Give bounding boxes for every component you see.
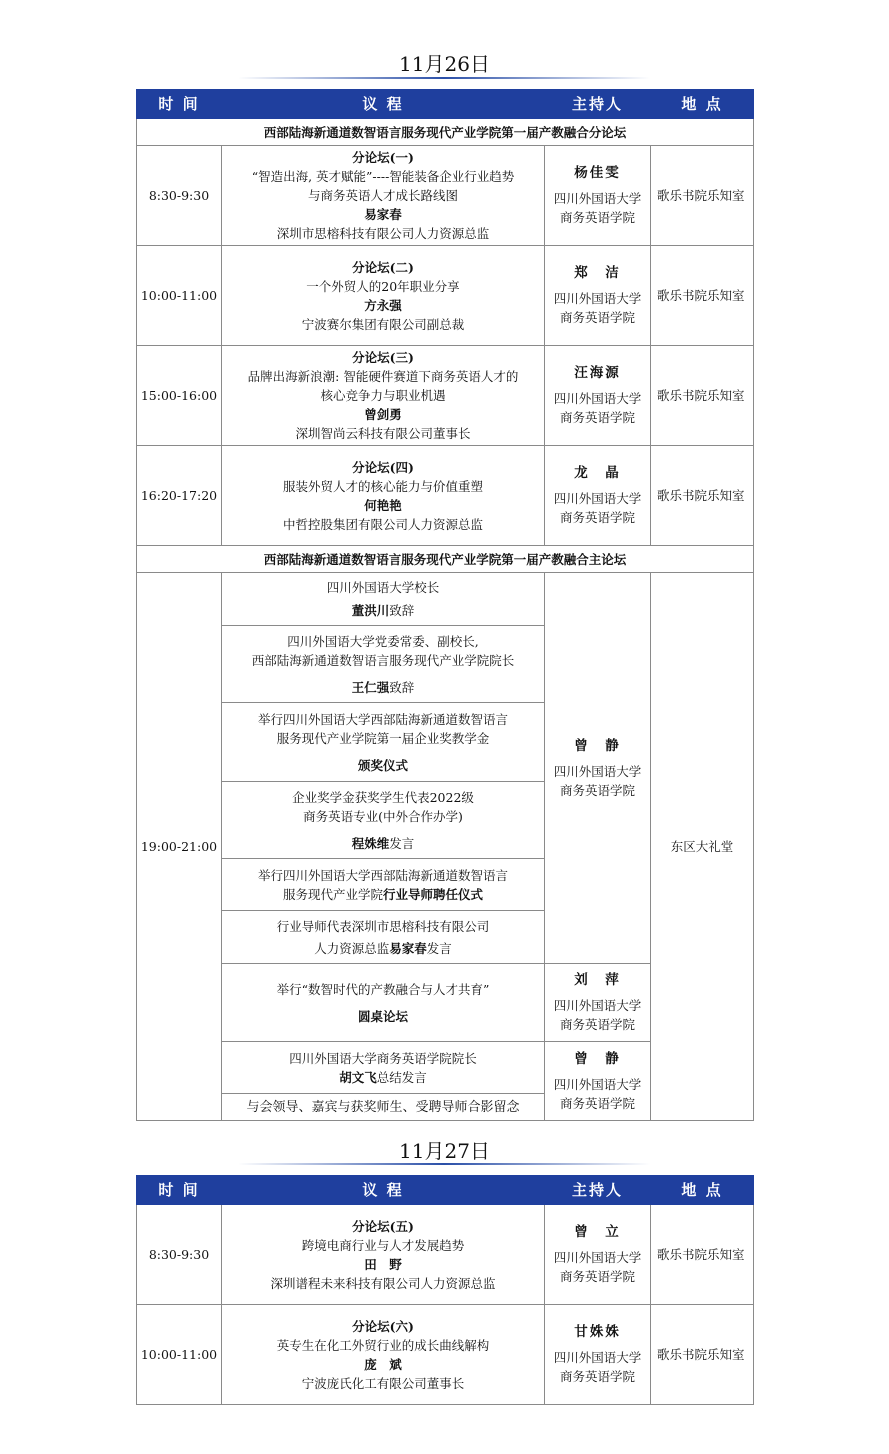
forum-time: 16:20-17:20	[137, 446, 222, 546]
host-org: 商务英语学院	[559, 510, 635, 525]
host-org: 四川外国语大学	[553, 191, 642, 206]
item-line: 颁奖仪式	[357, 757, 408, 773]
day1-title-rule	[238, 77, 650, 79]
header-venue: 地 点	[651, 1176, 754, 1205]
forum-time: 10:00-11:00	[137, 1305, 222, 1405]
table-row	[137, 146, 754, 246]
host-org: 四川外国语大学	[553, 391, 642, 406]
forum-host	[545, 246, 651, 346]
forum-venue: 歌乐书院乐知室	[651, 446, 754, 546]
item-text: 发言	[389, 835, 415, 851]
forum-title: 分论坛(五)	[352, 1218, 414, 1234]
host-org: 商务英语学院	[559, 1269, 635, 1284]
forum-time: 8:30-9:30	[137, 1205, 222, 1305]
host-org: 商务英语学院	[559, 410, 635, 425]
forum-agenda	[222, 1305, 545, 1405]
item-line	[222, 678, 544, 697]
item-line: 商务英语专业(中外合作办学)	[303, 808, 463, 824]
day2-title-rule	[238, 1163, 650, 1165]
forum-agenda	[222, 246, 545, 346]
host-org: 四川外国语大学	[553, 491, 642, 506]
header-time: 时 间	[137, 1176, 222, 1205]
day1-schedule-table	[136, 89, 754, 1121]
day1-title: 11月26日	[399, 52, 490, 76]
forum-time: 10:00-11:00	[137, 246, 222, 346]
header-agenda: 议 程	[222, 1176, 545, 1205]
forum-speaker-affil: 宁波庞氏化工有限公司董事长	[301, 1375, 465, 1391]
item-line: 服务现代产业学院第一届企业奖教学金	[276, 730, 490, 746]
host-org: 四川外国语大学	[553, 998, 642, 1013]
host-org: 四川外国语大学	[553, 1350, 642, 1365]
host-org: 商务英语学院	[559, 1095, 635, 1111]
host-name: 汪海源	[574, 365, 621, 381]
host-org: 商务英语学院	[559, 1017, 635, 1032]
item-line: 四川外国语大学党委常委、副校长,	[287, 633, 479, 649]
forum-topic-line: 品牌出海新浪潮: 智能硬件赛道下商务英语人才的	[247, 369, 519, 384]
main-item-roundtable	[222, 964, 545, 1042]
main-item-vp-speech	[222, 626, 545, 703]
forum-time: 15:00-16:00	[137, 346, 222, 446]
header-host: 主持人	[545, 1176, 651, 1205]
forum-time: 8:30-9:30	[137, 146, 222, 246]
forum-speaker-affil: 中哲控股集团有限公司人力资源总监	[282, 516, 483, 532]
forum-title: 分论坛(二)	[352, 259, 414, 275]
item-line: 举行四川外国语大学西部陆海新通道数智语言	[257, 711, 508, 727]
forum-title: 分论坛(六)	[352, 1318, 414, 1334]
item-line	[222, 885, 544, 904]
forum-topic-line: 英专生在化工外贸行业的成长曲线解构	[276, 1337, 490, 1353]
table-header-row	[137, 90, 754, 119]
main-host-3	[545, 1042, 651, 1121]
forum-host	[545, 1205, 651, 1305]
host-org: 商务英语学院	[559, 1369, 635, 1384]
forum-venue: 歌乐书院乐知室	[651, 1305, 754, 1405]
forum-speaker: 田 野	[364, 1256, 402, 1272]
item-line: 圆桌论坛	[357, 1008, 408, 1024]
forum-agenda	[222, 1205, 545, 1305]
forum-venue: 歌乐书院乐知室	[651, 346, 754, 446]
host-org: 四川外国语大学	[553, 1250, 642, 1265]
forum-agenda	[222, 446, 545, 546]
forum-venue: 歌乐书院乐知室	[651, 1205, 754, 1305]
forum-topic-line: 跨境电商行业与人才发展趋势	[301, 1237, 465, 1253]
table-row	[137, 1205, 754, 1305]
host-name: 郑 洁	[574, 265, 621, 281]
day2-schedule-table	[136, 1175, 754, 1405]
item-text: 服务现代产业学院	[282, 886, 383, 902]
forum-host	[545, 1305, 651, 1405]
item-text: 发言	[426, 940, 452, 956]
host-name: 杨佳雯	[574, 165, 621, 181]
main-forum-time: 19:00-21:00	[137, 573, 222, 1121]
host-name: 龙 晶	[574, 465, 621, 481]
forum-speaker-affil: 深圳市思榕科技有限公司人力资源总监	[276, 226, 490, 241]
header-time: 时 间	[137, 90, 222, 119]
item-line	[222, 834, 544, 853]
header-venue: 地 点	[651, 90, 754, 119]
day2-title: 11月27日	[399, 1139, 490, 1163]
person-name: 董洪川	[351, 603, 390, 618]
table-row	[137, 346, 754, 446]
forum-speaker: 何艳艳	[364, 497, 402, 513]
table-header-row	[137, 1176, 754, 1205]
forum-host	[545, 446, 651, 546]
forum-venue: 歌乐书院乐知室	[651, 146, 754, 246]
forum-title: 分论坛(三)	[352, 350, 414, 365]
forum-topic-line: “智造出海, 英才赋能”----智能装备企业行业趋势	[251, 169, 515, 184]
item-line: 行业导师代表深圳市思榕科技有限公司	[276, 918, 490, 934]
section-title-subforum: 西部陆海新通道数智语言服务现代产业学院第一届产教融合分论坛	[137, 119, 754, 146]
host-org: 商务英语学院	[559, 310, 635, 325]
forum-topic-line: 与商务英语人才成长路线图	[307, 188, 458, 203]
item-line	[222, 601, 544, 620]
main-item-award	[222, 703, 545, 782]
host-name: 甘姝姝	[574, 1324, 621, 1340]
table-row	[137, 446, 754, 546]
section-title-main-forum: 西部陆海新通道数智语言服务现代产业学院第一届产教融合主论坛	[137, 546, 754, 573]
header-host: 主持人	[545, 90, 651, 119]
forum-speaker: 易家春	[364, 207, 402, 222]
item-text: 致辞	[389, 603, 415, 618]
host-name: 曾 静	[574, 1050, 621, 1067]
forum-agenda	[222, 146, 545, 246]
host-org: 四川外国语大学	[553, 763, 642, 779]
main-item-photo: 与会领导、嘉宾与获奖师生、受聘导师合影留念	[222, 1094, 545, 1121]
forum-venue: 歌乐书院乐知室	[651, 246, 754, 346]
item-line: 四川外国语大学校长	[326, 580, 440, 595]
item-text: 致辞	[389, 679, 415, 695]
item-text-bold: 行业导师聘任仪式	[383, 886, 484, 902]
host-name: 曾 静	[574, 737, 621, 754]
main-item-mentor-speech	[222, 911, 545, 964]
host-name: 刘 萍	[574, 972, 621, 988]
host-org: 四川外国语大学	[553, 1076, 642, 1092]
item-line: 举行“数智时代的产教融合与人才共育”	[276, 981, 490, 997]
table-row	[137, 1305, 754, 1405]
forum-speaker: 庞 斌	[364, 1356, 402, 1372]
person-name: 王仁强	[351, 679, 390, 695]
host-org: 商务英语学院	[559, 782, 635, 798]
main-forum-venue: 东区大礼堂	[651, 573, 754, 1121]
forum-speaker: 曾剑勇	[364, 407, 402, 422]
table-row	[137, 246, 754, 346]
main-item-student-speech	[222, 782, 545, 859]
forum-speaker-affil: 深圳谱程未来科技有限公司人力资源总监	[270, 1275, 496, 1291]
forum-topic-line: 服装外贸人才的核心能力与价值重塑	[282, 478, 483, 494]
host-org: 四川外国语大学	[553, 291, 642, 306]
item-line	[222, 1068, 544, 1087]
item-line: 四川外国语大学商务英语学院院长	[289, 1050, 477, 1066]
forum-speaker: 方永强	[364, 297, 402, 313]
main-forum-row	[137, 573, 754, 626]
person-name: 胡文飞	[339, 1069, 377, 1085]
main-item-mentor-ceremony	[222, 859, 545, 911]
host-name: 曾 立	[574, 1224, 621, 1240]
main-item-closing	[222, 1042, 545, 1094]
person-name: 易家春	[389, 940, 427, 956]
forum-host	[545, 146, 651, 246]
main-host-1	[545, 573, 651, 964]
item-line: 西部陆海新通道数智语言服务现代产业学院院长	[251, 652, 515, 668]
forum-topic-line: 核心竞争力与职业机遇	[320, 388, 446, 403]
forum-topic-line: 一个外贸人的20年职业分享	[306, 278, 460, 294]
host-org: 商务英语学院	[559, 210, 635, 225]
forum-title: 分论坛(四)	[352, 459, 414, 475]
item-line: 举行四川外国语大学西部陆海新通道数智语言	[257, 867, 508, 883]
main-host-2	[545, 964, 651, 1042]
main-item-opening	[222, 573, 545, 626]
forum-title: 分论坛(一)	[352, 150, 414, 165]
item-line: 企业奖学金获奖学生代表2022级	[292, 789, 474, 805]
forum-host	[545, 346, 651, 446]
forum-speaker-affil: 宁波赛尔集团有限公司副总裁	[301, 316, 465, 332]
forum-speaker-affil: 深圳智尚云科技有限公司董事长	[295, 426, 471, 441]
forum-agenda	[222, 346, 545, 446]
item-text: 人力资源总监	[314, 940, 390, 956]
person-name: 程姝维	[351, 835, 390, 851]
item-line	[222, 939, 544, 958]
header-agenda: 议 程	[222, 90, 545, 119]
item-text: 总结发言	[376, 1069, 427, 1085]
